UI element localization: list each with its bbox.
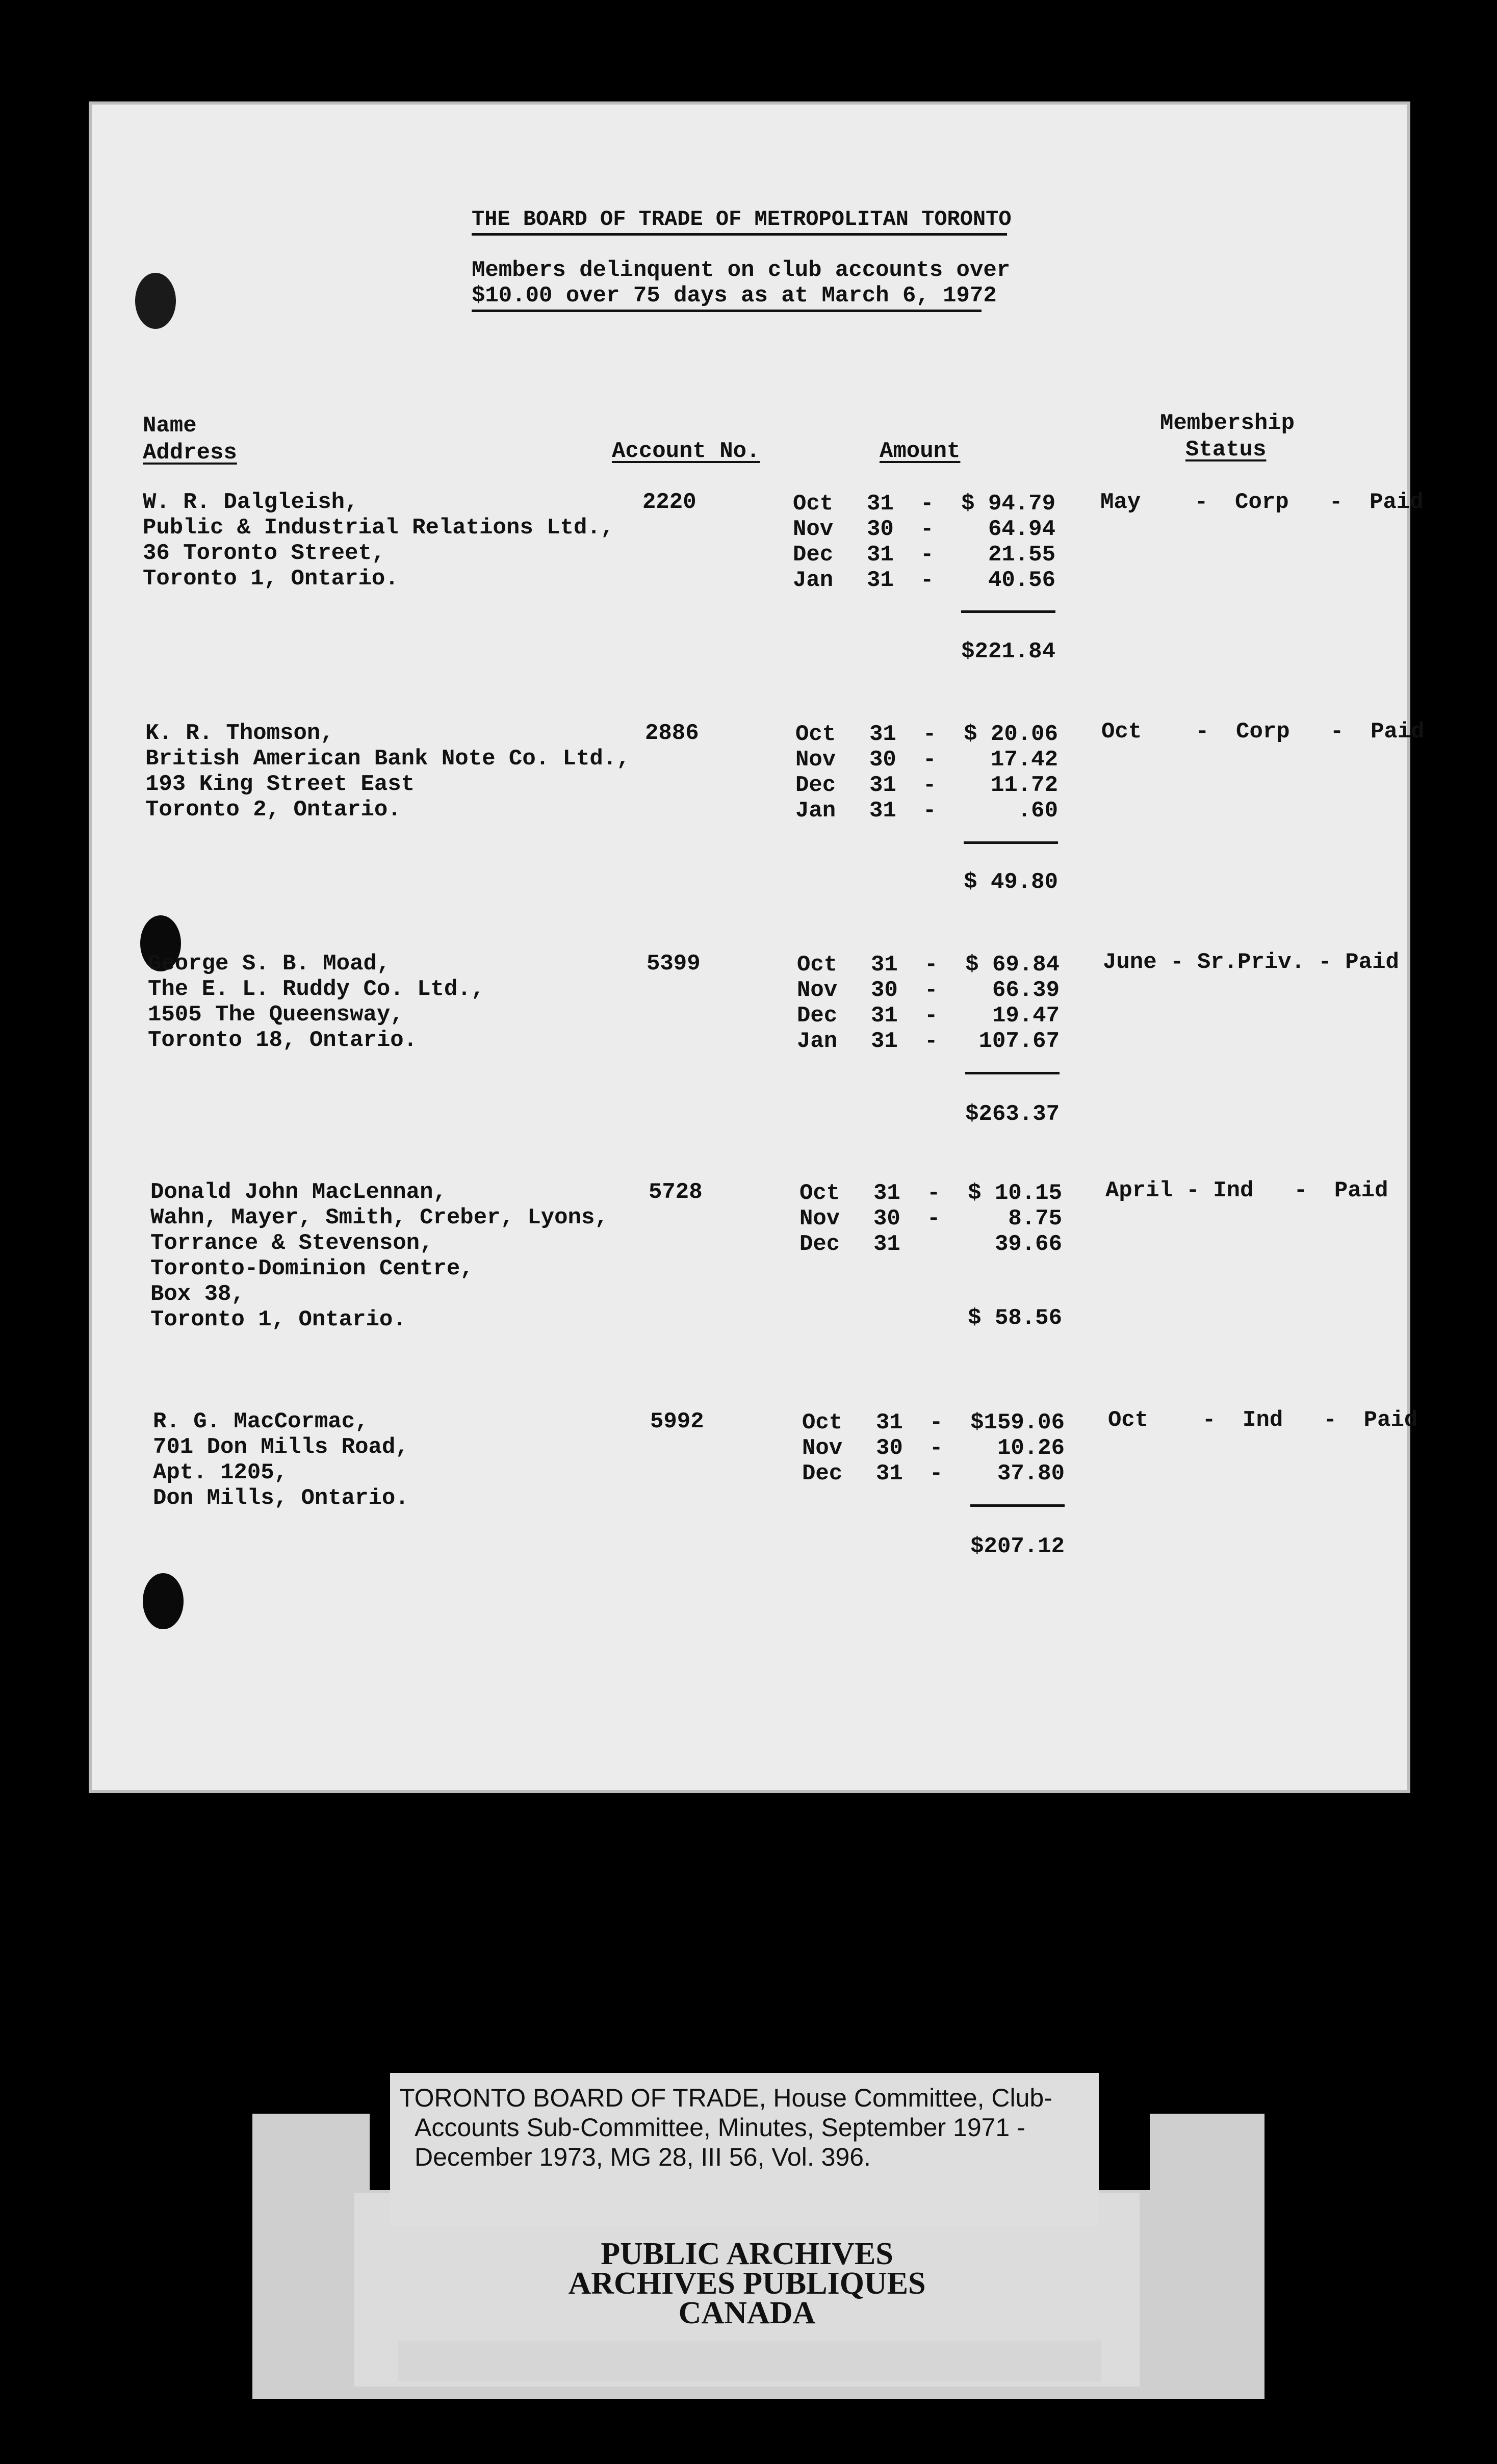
- entry-amount: .60: [1017, 798, 1058, 824]
- entry-dash: -: [920, 542, 934, 568]
- entry-month: Oct: [799, 1180, 840, 1206]
- document-subtitle-line2: $10.00 over 75 days as at March 6, 1972: [472, 283, 997, 309]
- entry-amount: 37.80: [997, 1461, 1065, 1486]
- entry-amount: 17.42: [990, 747, 1058, 773]
- entry-month: Nov: [795, 747, 836, 773]
- document-subtitle-line1: Members delinquent on club accounts over: [472, 258, 1011, 283]
- entry-month: Nov: [802, 1435, 843, 1461]
- header-name: Name: [143, 413, 197, 439]
- entry-month: Dec: [797, 1003, 838, 1029]
- entry-month: Dec: [802, 1461, 843, 1486]
- address-line: Toronto 2, Ontario.: [145, 797, 401, 823]
- archive-stamp-strip: [398, 2341, 1101, 2381]
- address-line: Apt. 1205,: [153, 1460, 288, 1485]
- title-underline: [472, 233, 1007, 236]
- entry-dash: -: [930, 1461, 943, 1486]
- archives-stamp-line2: ARCHIVES PUBLIQUES: [568, 2266, 926, 2301]
- entry-amount: $159.06: [970, 1410, 1065, 1435]
- membership-status: Oct - Corp - Paid: [1101, 719, 1425, 745]
- address-line: Public & Industrial Relations Ltd.,: [143, 515, 614, 541]
- document-page: [92, 105, 1425, 1790]
- entry-dash: -: [920, 517, 934, 542]
- entry-day: 31: [873, 1180, 900, 1206]
- entry-month: Dec: [793, 542, 834, 568]
- entry-amount: 40.56: [988, 568, 1055, 593]
- entry-month: Dec: [799, 1231, 840, 1257]
- entry-month: Jan: [797, 1029, 838, 1054]
- entry-day: 30: [876, 1435, 903, 1461]
- address-line: 1505 The Queensway,: [148, 1002, 404, 1028]
- entry-day: 31: [876, 1410, 903, 1435]
- entry-month: Oct: [795, 722, 836, 747]
- entry-dash: -: [924, 1003, 938, 1029]
- entry-dash: -: [927, 1206, 941, 1231]
- membership-status: June - Sr.Priv. - Paid: [1103, 949, 1399, 975]
- account-number: 2220: [642, 490, 696, 515]
- entry-dash: -: [924, 1029, 938, 1054]
- total-amount: $221.84: [961, 639, 1055, 664]
- entry-month: Jan: [793, 568, 834, 593]
- entry-amount: 39.66: [994, 1231, 1062, 1257]
- address-line: Toronto 1, Ontario.: [143, 566, 399, 592]
- address-line: Toronto-Dominion Centre,: [150, 1256, 474, 1281]
- account-number: 5728: [649, 1179, 703, 1205]
- account-number: 2886: [645, 721, 699, 746]
- entry-month: Nov: [793, 517, 834, 542]
- entry-dash: -: [930, 1410, 943, 1435]
- address-line: Torrance & Stevenson,: [150, 1230, 433, 1256]
- entry-dash: -: [923, 773, 937, 798]
- entry-day: 31: [871, 1003, 898, 1029]
- total-rule: [970, 1504, 1065, 1507]
- total-amount: $263.37: [965, 1101, 1060, 1127]
- membership-status: April - Ind - Paid: [1105, 1178, 1388, 1203]
- entry-amount: $ 69.84: [965, 952, 1060, 978]
- header-membership: Membership: [1160, 410, 1295, 436]
- address-line: British American Bank Note Co. Ltd.,: [145, 746, 630, 772]
- address-line: 193 King Street East: [145, 772, 415, 797]
- membership-status: May - Corp - Paid: [1100, 490, 1424, 515]
- membership-status: Oct - Ind - Paid: [1108, 1407, 1418, 1433]
- entry-amount: 19.47: [992, 1003, 1060, 1029]
- entry-day: 31: [871, 952, 898, 978]
- address-line: Don Mills, Ontario.: [153, 1485, 409, 1511]
- entry-dash: -: [923, 747, 937, 773]
- entry-month: Oct: [797, 952, 838, 978]
- address-line: Wahn, Mayer, Smith, Creber, Lyons,: [150, 1205, 608, 1230]
- entry-dash: -: [923, 798, 937, 824]
- entry-dash: -: [930, 1435, 943, 1461]
- address-line: R. G. MacCormac,: [153, 1409, 369, 1434]
- entry-dash: -: [923, 722, 937, 747]
- header-account-no: Account No.: [612, 439, 760, 464]
- entry-amount: 66.39: [992, 978, 1060, 1003]
- entry-month: Dec: [795, 773, 836, 798]
- entry-amount: $ 94.79: [961, 491, 1055, 517]
- total-amount: $ 49.80: [964, 869, 1058, 895]
- entry-day: 30: [871, 978, 898, 1003]
- entry-amount: 8.75: [1008, 1206, 1062, 1231]
- entry-amount: 21.55: [988, 542, 1055, 568]
- entry-month: Oct: [793, 491, 834, 517]
- entry-day: 31: [869, 722, 896, 747]
- entry-day: 30: [869, 747, 896, 773]
- punch-hole: [143, 1573, 184, 1629]
- entry-amount: 10.26: [997, 1435, 1065, 1461]
- entry-month: Jan: [795, 798, 836, 824]
- subtitle-underline: [472, 310, 982, 312]
- document-title: THE BOARD OF TRADE OF METROPOLITAN TORONTO: [472, 207, 1012, 232]
- header-address: Address: [143, 440, 237, 466]
- archives-stamp-line3: CANADA: [678, 2296, 816, 2330]
- address-line: Toronto 1, Ontario.: [150, 1307, 406, 1332]
- entry-day: 31: [867, 568, 894, 593]
- address-line: W. R. Dalgleish,: [143, 490, 358, 515]
- total-rule: [965, 1072, 1060, 1074]
- address-line: Box 38,: [150, 1281, 245, 1307]
- entry-dash: -: [924, 978, 938, 1003]
- entry-amount: 107.67: [978, 1029, 1060, 1054]
- total-rule: [961, 610, 1055, 613]
- entry-day: 31: [876, 1461, 903, 1486]
- entry-month: Nov: [797, 978, 838, 1003]
- entry-day: 31: [869, 773, 896, 798]
- total-amount: $207.12: [970, 1534, 1065, 1559]
- total-rule: [964, 841, 1058, 844]
- header-status: Status: [1185, 437, 1267, 463]
- address-line: 701 Don Mills Road,: [153, 1434, 409, 1460]
- entry-month: Nov: [799, 1206, 840, 1231]
- address-line: K. R. Thomson,: [145, 721, 334, 746]
- archive-label-line2: Accounts Sub-Committee, Minutes, September 1971 -: [415, 2113, 1025, 2142]
- account-number: 5399: [647, 951, 701, 977]
- address-line: Donald John MacLennan,: [150, 1179, 447, 1205]
- archive-label-line1: TORONTO BOARD OF TRADE, House Committee, Club-: [399, 2084, 1052, 2112]
- account-number: 5992: [650, 1409, 704, 1434]
- entry-day: 31: [867, 542, 894, 568]
- address-line: Toronto 18, Ontario.: [148, 1028, 418, 1053]
- address-line: 36 Toronto Street,: [143, 541, 385, 566]
- entry-dash: -: [927, 1180, 941, 1206]
- address-line: George S. B. Moad,: [148, 951, 391, 977]
- entry-day: 31: [867, 491, 894, 517]
- entry-amount: 11.72: [990, 773, 1058, 798]
- entry-amount: $ 20.06: [964, 722, 1058, 747]
- archive-label-line3: December 1973, MG 28, III 56, Vol. 396.: [415, 2143, 871, 2171]
- entry-dash: -: [924, 952, 938, 978]
- entry-day: 31: [873, 1231, 900, 1257]
- entry-dash: -: [920, 568, 934, 593]
- total-amount: $ 58.56: [968, 1305, 1062, 1331]
- entry-month: Oct: [802, 1410, 843, 1435]
- entry-amount: $ 10.15: [968, 1180, 1062, 1206]
- entry-day: 30: [867, 517, 894, 542]
- entry-day: 31: [871, 1029, 898, 1054]
- entry-amount: 64.94: [988, 517, 1055, 542]
- entry-day: 30: [873, 1206, 900, 1231]
- entry-dash: -: [920, 491, 934, 517]
- address-line: The E. L. Ruddy Co. Ltd.,: [148, 977, 485, 1002]
- entry-day: 31: [869, 798, 896, 824]
- archive-label: [390, 2073, 1099, 2226]
- header-amount: Amount: [880, 439, 961, 464]
- archives-stamp-line1: PUBLIC ARCHIVES: [601, 2237, 893, 2271]
- punch-hole: [135, 273, 176, 329]
